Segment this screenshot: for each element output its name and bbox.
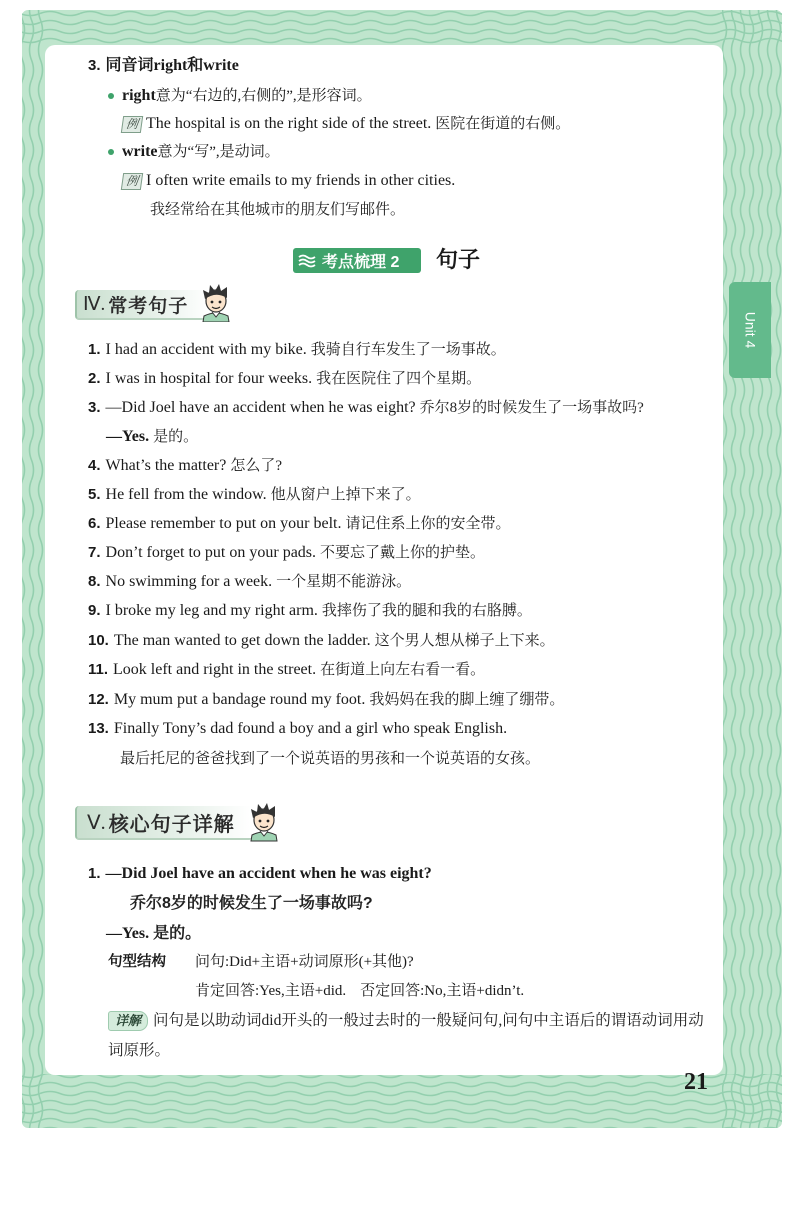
example-tag: 例 — [121, 173, 143, 190]
list-item — [88, 572, 411, 592]
structure-label-text: 句型结构 — [108, 954, 166, 970]
unit-tab — [729, 282, 771, 378]
item-zh: 他从窗户上掉下来了。 — [270, 487, 421, 503]
list-item — [88, 340, 506, 360]
item-number: 3. — [88, 399, 101, 416]
right-definition — [122, 86, 372, 106]
item-en: Look left and right in the street. — [113, 661, 317, 678]
heading-number: 3. — [88, 57, 101, 74]
core-question-en: —Did Joel have an accident when he was eight? — [105, 865, 432, 882]
list-item — [88, 456, 282, 476]
item-number: 5. — [88, 486, 101, 503]
item-en: —Did Joel have an accident when he was eight? — [105, 399, 416, 416]
structure-question-text: 问句:Did+主语+动词原形(+其他)? — [195, 954, 414, 970]
item-zh: 这个男人想从梯子上下来。 — [374, 633, 555, 649]
item-en: Don’t forget to put on your pads. — [105, 544, 317, 561]
structure-label — [108, 952, 166, 972]
example-en: The hospital is on the right side of the street. — [146, 115, 432, 132]
core-question — [88, 864, 432, 884]
item-zh: 怎么了? — [230, 458, 283, 474]
unit-tab-label: Unit 4 — [741, 311, 758, 349]
list-item — [88, 514, 510, 534]
list-item — [88, 601, 532, 621]
item-en: I had an accident with my bike. — [105, 341, 307, 358]
item-en: I was in hospital for four weeks. — [105, 370, 313, 387]
item-number: 8. — [88, 573, 101, 590]
core-answer-zh: 是的。 — [153, 925, 202, 942]
wave-lines-icon — [298, 253, 316, 269]
list-item — [88, 369, 481, 389]
boy-cartoon-icon — [198, 282, 234, 322]
example-zh: 我经常给在其他城市的朋友们写邮件。 — [150, 202, 406, 218]
example-tag: 例 — [121, 116, 143, 133]
write-definition — [122, 142, 280, 162]
item-en: Please remember to put on your belt. — [105, 515, 342, 532]
write-example — [122, 171, 455, 191]
explain-tag: 详解 — [108, 1011, 148, 1031]
homophone-heading — [88, 56, 239, 76]
section-title-core — [75, 806, 251, 840]
item-zh: 请记住系上你的安全带。 — [345, 516, 511, 532]
structure-positive: 肯定回答:Yes,主语+did. — [195, 983, 347, 999]
list-item — [88, 631, 555, 651]
structure-negative: 否定回答:No,主语+didn’t. — [360, 983, 525, 999]
right-desc: 意为“右边的,右侧的”,是形容词。 — [155, 88, 372, 104]
list-item — [88, 719, 507, 739]
item-number: 9. — [88, 602, 101, 619]
item-en: My mum put a bandage round my foot. — [113, 691, 366, 708]
kaodian-title: 句子 — [436, 247, 481, 272]
item-zh: 一个星期不能游泳。 — [276, 574, 412, 590]
section-number: Ⅳ. — [83, 293, 106, 315]
item-number: 4. — [88, 457, 101, 474]
structure-question — [195, 952, 414, 972]
list-item — [88, 398, 644, 418]
item-en: He fell from the window. — [105, 486, 267, 503]
section-title-text: 常考句子 — [108, 295, 189, 317]
kaodian-label: 考点梳理 2 — [322, 254, 400, 271]
item-en: The man wanted to get down the ladder. — [113, 632, 371, 649]
core-item-number: 1. — [88, 865, 101, 882]
explain-text: 问句是以助动词did开头的一般过去时的一般疑问句,问句中主语后的谓语动词用动词原形。 — [108, 1012, 704, 1059]
list-item — [88, 543, 485, 563]
item-number: 1. — [88, 341, 101, 358]
item-en: Finally Tony’s dad found a boy and a girl who speak English. — [113, 720, 508, 737]
item-en: No swimming for a week. — [105, 573, 273, 590]
section-title-text: 核心句子详解 — [108, 813, 235, 836]
example-en: I often write emails to my friends in other cities. — [146, 172, 456, 189]
section-title-common — [75, 290, 209, 320]
list-item — [88, 660, 485, 680]
core-answer — [106, 924, 201, 944]
item-zh: 在街道上向左右看一看。 — [320, 662, 486, 678]
item-en: What’s the matter? — [105, 457, 227, 474]
item-zh: 乔尔8岁的时候发生了一场事故吗? — [419, 400, 644, 416]
item-zh: 最后托尼的爸爸找到了一个说英语的男孩和一个说英语的女孩。 — [120, 751, 541, 767]
item-en: I broke my leg and my right arm. — [105, 602, 318, 619]
section-number: Ⅴ. — [87, 811, 106, 834]
item-number: 7. — [88, 544, 101, 561]
item-number: 6. — [88, 515, 101, 532]
bullet-dot — [108, 93, 114, 99]
structure-answers — [195, 981, 524, 1001]
item-zh: 我在医院住了四个星期。 — [316, 371, 482, 387]
core-question-translation — [130, 894, 373, 914]
reply-zh: 是的。 — [153, 429, 199, 445]
bullet-dot — [108, 149, 114, 155]
item-number: 2. — [88, 370, 101, 387]
item-zh: 我摔伤了我的腿和我的右胳膊。 — [321, 603, 532, 619]
list-item-reply — [106, 427, 198, 447]
write-example-translation — [150, 200, 405, 220]
item-zh: 我骑自行车发生了一场事故。 — [310, 342, 506, 358]
keyword-write: write — [122, 143, 158, 160]
item-zh: 不要忘了戴上你的护垫。 — [320, 545, 486, 561]
kaodian-banner — [293, 248, 421, 273]
explanation — [108, 1006, 718, 1066]
item-number: 12. — [88, 691, 109, 708]
list-item — [88, 690, 564, 710]
write-desc: 意为“写”,是动词。 — [157, 144, 280, 160]
right-example — [122, 114, 570, 134]
list-item-translation — [120, 749, 540, 769]
boy-cartoon-icon — [246, 800, 282, 842]
item-number: 13. — [88, 720, 109, 737]
item-zh: 我妈妈在我的脚上缠了绷带。 — [369, 692, 565, 708]
item-number: 10. — [88, 632, 109, 649]
page-number: 21 — [684, 1069, 708, 1095]
core-answer-en: —Yes. — [106, 925, 150, 942]
heading-text: 同音词right和write — [105, 57, 239, 74]
example-zh: 医院在街道的右侧。 — [435, 116, 571, 132]
keyword-right: right — [122, 87, 156, 104]
list-item — [88, 485, 421, 505]
core-question-zh: 乔尔8岁的时候发生了一场事故吗? — [130, 895, 373, 912]
reply-en: —Yes. — [106, 428, 150, 445]
item-number: 11. — [88, 661, 109, 678]
